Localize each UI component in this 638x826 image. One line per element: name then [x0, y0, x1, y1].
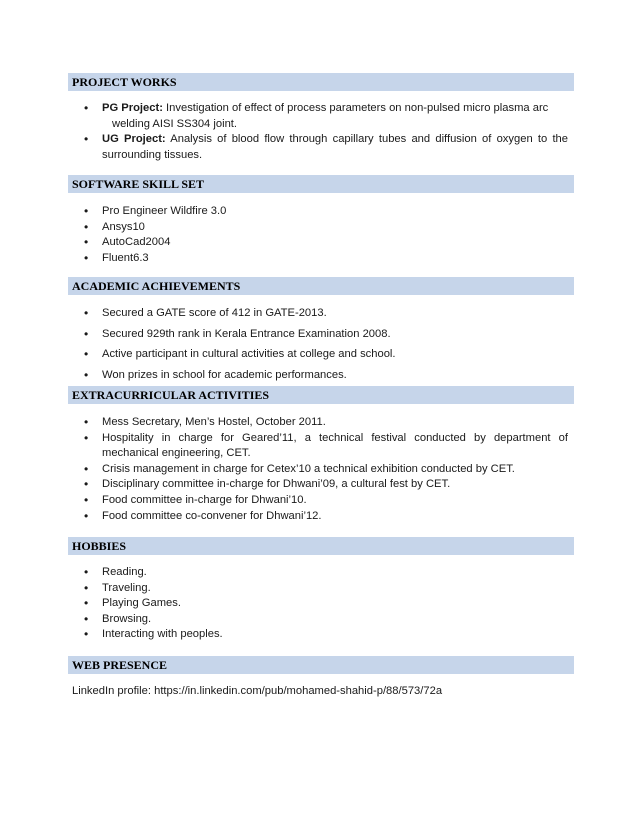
- linkedin-profile: LinkedIn profile: https://in.linkedin.com/pub/mohamed-shahid-p/88/573/72a: [72, 685, 443, 697]
- pg-project-label: PG Project:: [102, 102, 163, 114]
- project-works-list: [68, 101, 568, 163]
- list-item: • Food committee in-charge for Dhwani’10.: [68, 493, 568, 509]
- list-item: • Won prizes in school for academic performances.: [68, 368, 568, 384]
- list-item: • Pro Engineer Wildfire 3.0: [68, 204, 568, 220]
- list-item: [68, 101, 568, 132]
- section-header-extracurricular: EXTRACURRICULAR ACTIVITIES: [68, 386, 574, 404]
- list-item: • Active participant in cultural activities at college and school.: [68, 347, 568, 363]
- list-item: • Playing Games.: [68, 596, 568, 612]
- list-item: • Crisis management in charge for Cetex’10 a technical exhibition conducted by CET.: [68, 462, 568, 478]
- pg-project-text: Investigation of effect of process parameters on non-pulsed micro plasma arc: [162, 102, 549, 114]
- section-header-hobbies: HOBBIES: [68, 537, 574, 555]
- list-item: • Hospitality in charge for Geared’11, a technical festival conducted by department of mechanical engineering, CET.: [68, 431, 568, 462]
- list-item: • Secured 929th rank in Kerala Entrance Examination 2008.: [68, 327, 568, 343]
- list-item: • Browsing.: [68, 612, 568, 628]
- list-item: • Food committee co-convener for Dhwani’12.: [68, 509, 568, 525]
- list-item: • Mess Secretary, Men’s Hostel, October 2011.: [68, 415, 568, 431]
- list-item: • Reading.: [68, 565, 568, 581]
- list-item: • Disciplinary committee in-charge for Dhwani’09, a cultural fest by CET.: [68, 477, 568, 493]
- list-item: • Interacting with peoples.: [68, 627, 568, 643]
- section-header-web-presence: WEB PRESENCE: [68, 656, 574, 674]
- section-header-academic: ACADEMIC ACHIEVEMENTS: [68, 277, 574, 295]
- ug-project-label: UG Project:: [102, 133, 166, 146]
- list-item: • Ansys10: [68, 220, 568, 236]
- list-item: • Traveling.: [68, 581, 568, 597]
- list-item: • Secured a GATE score of 412 in GATE-2013.: [68, 306, 568, 322]
- pg-project-text-cont: welding AISI SS304 joint.: [112, 117, 238, 130]
- list-item: • AutoCad2004: [68, 235, 568, 251]
- software-list: [68, 204, 568, 266]
- academic-list: [68, 306, 568, 388]
- extracurricular-list: [68, 415, 568, 524]
- list-item: [68, 132, 568, 163]
- section-header-project-works: PROJECT WORKS: [68, 73, 574, 91]
- ug-project-text: Analysis of blood flow through capillary tubes and diffusion of oxygen to the surrounding tissues.: [102, 133, 568, 161]
- section-header-software: SOFTWARE SKILL SET: [68, 175, 574, 193]
- hobbies-list: [68, 565, 568, 643]
- list-item: • Fluent6.3: [68, 251, 568, 267]
